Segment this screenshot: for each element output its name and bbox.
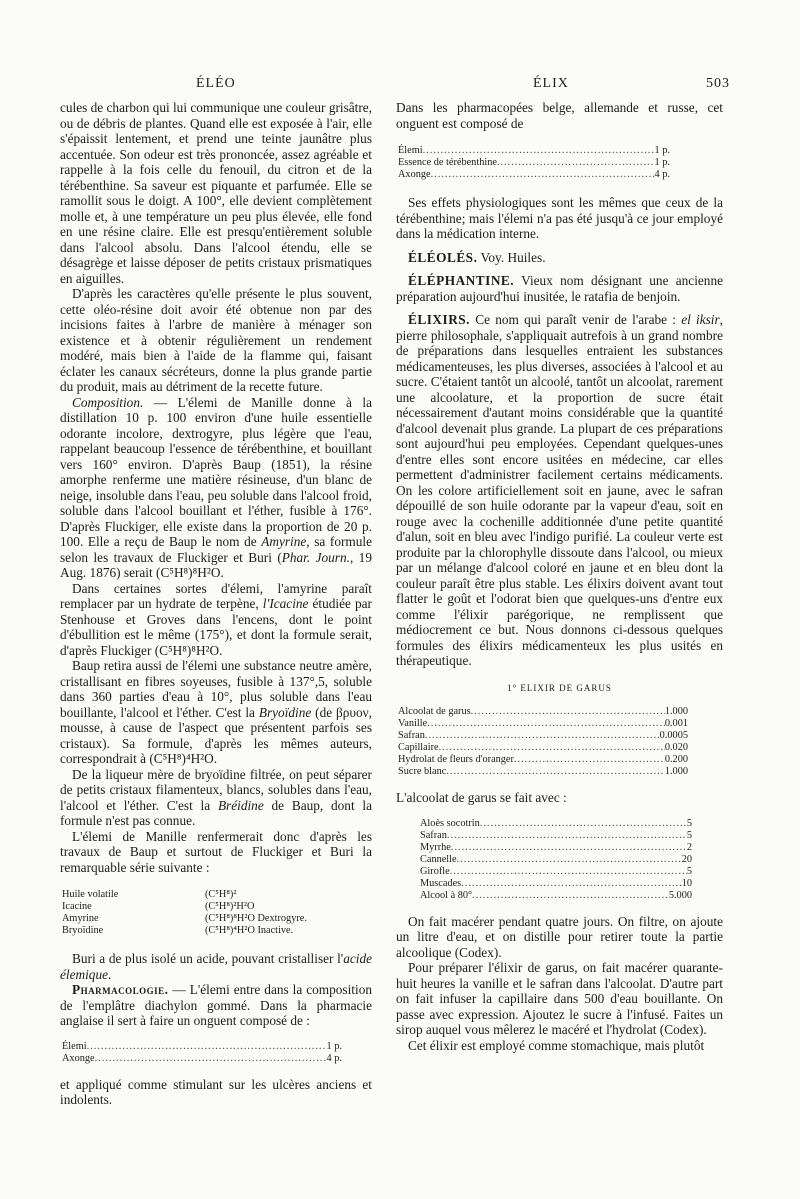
ingredient-qty: 0.200 — [664, 754, 688, 765]
paragraph-serie: L'élemi de Manille renfermerait donc d'après les travaux de Baup et surtout de Fluckiger et Buri la remarquable série suivante : — [60, 828, 372, 875]
onguent-row — [62, 1053, 342, 1065]
icacine-term: l'Icacine — [262, 596, 309, 611]
paragraph-stimulant: et appliqué comme stimulant sur les ulcères anciens et indolents. — [60, 1076, 372, 1107]
ingredient-name: Vanille — [398, 718, 428, 729]
acide-text-a: Buri a de plus isolé un acide, pouvant cristalliser l' — [72, 951, 344, 966]
formula-table — [62, 889, 372, 937]
paragraph-stomachique: Cet élixir est employé comme stomachique, mais plutôt — [408, 1037, 705, 1053]
formula-value: (C⁵H⁸)²H²O — [205, 901, 255, 912]
paragraph-pharmacologie — [60, 982, 372, 1029]
alcoolat-intro: L'alcoolat de garus se fait avec : — [396, 790, 567, 805]
ingredient-qty: 5.000 — [668, 889, 692, 901]
composition-text-b: , sa formule selon les travaux de Fluckiger et Buri ( — [60, 534, 372, 565]
bryoidine-text-b: (de βρυον, mousse, à cause de l'aspect que présentent parfois ses cristaux). Sa formule, d'après les mêmes auteurs, correspondrait à (C⁵H⁸)⁴H²O. — [60, 704, 372, 766]
ingredient-name: Aloès socotrin — [420, 817, 480, 829]
onguent-table-left — [62, 1041, 342, 1065]
journal-ref: Phar. Journ. — [281, 549, 350, 565]
formula-row — [62, 901, 372, 913]
onguent-row — [398, 157, 670, 169]
ingredient-qty: 0.020 — [664, 742, 688, 753]
ingredient-qty: 1.000 — [664, 766, 688, 777]
ingredient-name: Hydrolat de fleurs d'oranger — [398, 754, 514, 765]
ingredient-name: Girofle — [420, 865, 450, 877]
onguent-table-right — [398, 145, 670, 181]
alcoolat-table — [420, 818, 692, 902]
paragraph-continued: cules de charbon qui lui communique une couleur grisâtre, ou de débris de plantes. Quand elle est exposée à l'air, elle s'épaissit lentement, et prend une teinte jaunâtre plus accentuée. Son odeur est très prononcée, assez agréable et rappelle à la fois celle du fenouil, du citron et de la térébenthine. Sa saveur est piquante et parfumée. Elle se ramollit sous le doigt. A 100°, elle devient complètement molle et, à une température un peu plus élevée, elle fond en une résine claire. Elle est presqu'entièrement soluble dans l'alcool absolu. Dans l'alcool étendu, elle se désagrège et laisse déposer de petits cristaux prismatiques en aiguilles. — [60, 100, 373, 286]
ingredient-name: Élemi — [398, 145, 423, 156]
paragraph-composition — [60, 395, 372, 581]
ingredient-name: Sucre blanc — [398, 766, 447, 777]
formula-name: Icacine — [62, 901, 92, 912]
alcoolat-row — [420, 818, 692, 830]
ingredient-qty: 0.001 — [664, 718, 688, 729]
running-header — [0, 76, 800, 96]
ingredient-name: Axonge — [62, 1052, 95, 1064]
pharmacologie-heading: Pharmacologie. — [72, 982, 169, 997]
header-left-word: ÉLÉO — [196, 76, 236, 91]
ingredient-name: Essence de térébenthine — [398, 157, 497, 168]
composition-text: — L'élemi de Manille donne à la distillation 10 p. 100 environ d'une huile essentielle odorante incolore, dextrogyre, plus légère que l'eau, rappelant beaucoup l'essence de térébenthine, et bouillant vers 160° environ. D'après Baup (1851), la résine amorphe renferme une matière résineuse, d'un blanc de neige, insoluble dans l'eau, peu soluble dans l'alcool froid, soluble dans l'alcool bouillant et l'éther, fusible à 176°. D'après Fluckiger, elle existe dans la proportion de 20 p. 100. Elle a reçu de Baup le nom de — [60, 394, 372, 549]
garus-row — [398, 754, 688, 766]
elephantine-heading: ÉLÉPHANTINE. — [408, 273, 515, 288]
ingredient-qty: 20 — [681, 853, 692, 865]
acide-text-b: . — [108, 966, 112, 982]
pharmacologie-text: — L'élemi entre dans la composition de l'emplâtre diachylon gommé. Dans la pharmacie anglaise il sert à faire un onguent composé de : — [60, 982, 372, 1028]
ingredient-name: Myrrhe — [420, 841, 451, 853]
alcoolat-row — [420, 842, 692, 854]
alcoolat-row — [420, 878, 692, 890]
garus-row — [398, 730, 688, 742]
ingredient-qty: 1 p. — [326, 1040, 342, 1052]
ingredient-qty: 10 — [681, 877, 692, 889]
formula-name: Huile volatile — [62, 889, 119, 900]
formula-row — [62, 913, 372, 925]
icacine-text-b: étudiée par Stenhouse et Groves dans l'encens, dont le point d'ébullition est le même (175°), et dont la formule serait, d'après Fluckiger (C⁵H⁸)⁸H²O. — [60, 596, 372, 658]
acide-term: acide élemique — [60, 951, 372, 982]
ingredient-qty: 1.000 — [664, 706, 688, 717]
garus-table — [398, 706, 688, 778]
onguent-row — [398, 145, 670, 157]
elixirs-text-a: Ce nom qui paraît venir de l'arabe : — [470, 312, 682, 327]
ingredient-name: Muscades — [420, 877, 462, 889]
eleoles-text: Voy. Huiles. — [477, 249, 546, 265]
entry-elixirs — [396, 312, 723, 669]
onguent-row — [398, 169, 670, 181]
elixirs-heading: ÉLIXIRS. — [408, 312, 471, 327]
paragraph-pharmacopees: Dans les pharmacopées belge, allemande et russe, cet onguent est composé de — [396, 100, 723, 131]
ingredient-qty: 0.0005 — [659, 730, 688, 741]
ingredient-qty: 5 — [686, 817, 692, 829]
formula-value: (C⁵H⁸)⁸H²O Dextrogyre. — [205, 913, 307, 924]
composition-text-c: , 19 Aug. 1876) serait (C⁵H⁸)⁸H²O. — [60, 549, 372, 580]
bryoidine-text-a: Baup retira aussi de l'élemi une substance neutre amère, cristallisant en fibres soyeuses, fusible à 137°,5, soluble dans 360 parties d'eau à 10°, plus soluble dans l'eau bouillante, l'alcool et l'éther. C'est la — [60, 658, 372, 720]
garus-row — [398, 742, 688, 754]
ingredient-qty: 1 p. — [654, 145, 670, 156]
breidine-text-b: de Baup, dont la formule n'est pas connue. — [60, 797, 373, 828]
garus-title: 1° ELIXIR DE GARUS — [507, 682, 612, 693]
paragraph-preparation: Pour préparer l'élixir de garus, on fait macérer quarante-huit heures la vanille et le safran dans l'alcoolat. D'autre part on fait infuser la capillaire dans 500 d'eau bouillante. On passe avec expression. Ajoutez le sucre à l'infusé. Faites un sirop auquel vous mêlerez le macéré et l'hydrolat (Codex). — [396, 960, 723, 1037]
eleoles-heading: ÉLÉOLÉS. — [408, 249, 478, 265]
amyrine-term: Amyrine — [261, 534, 307, 549]
composition-heading: Composition. — [72, 394, 144, 410]
formula-value: (C⁵H⁸)⁴H²O Inactive. — [205, 925, 294, 936]
ingredient-name: Cannelle — [420, 853, 457, 865]
header-center-word: ÉLIX — [533, 76, 569, 91]
paragraph-incisions: D'après les caractères qu'elle présente le plus souvent, cette oléo-résine doit avoir été obtenue non par des incisions faites à l'arbre de manière à ménager son existence et à obtenir régulièrement un rendement modéré, mais bien à l'aide de la flamme qui, faisant éclater les canaux sécréteurs, donne la plus grande partie du produit, mais au détriment de la recette future. — [60, 286, 372, 394]
paragraph-effets: Ses effets physiologiques sont les mêmes que ceux de la térébenthine; mais l'élemi n'a pas été jusqu'à ce jour employé dans la médication interne. — [396, 195, 723, 241]
paragraph-breidine — [60, 767, 372, 829]
formula-value: (C⁵H⁸)² — [205, 889, 237, 900]
paragraph-bryoidine — [60, 658, 372, 767]
ingredient-name: Alcool à 80° — [420, 889, 473, 901]
garus-row — [398, 706, 688, 718]
formula-row — [62, 925, 372, 937]
ingredient-qty: 4 p. — [326, 1052, 342, 1064]
alcoolat-row — [420, 866, 692, 878]
ingredient-qty: 4 p. — [654, 169, 670, 180]
icacine-text-a: Dans certaines sortes d'élemi, l'amyrine paraît remplacer par un hydrate de terpène, — [60, 580, 372, 611]
alcoolat-row — [420, 890, 692, 902]
elephantine-text: Vieux nom désignant une ancienne préparation aujourd'hui inusitée, le ratafia de benjoin. — [396, 273, 723, 304]
ingredient-name: Élemi — [62, 1040, 87, 1052]
ingredient-qty: 2 — [686, 841, 692, 853]
formula-name: Bryoïdine — [62, 925, 104, 936]
formula-row — [62, 889, 372, 901]
ingredient-qty: 5 — [686, 829, 692, 841]
entry-elephantine — [396, 273, 723, 304]
elixirs-text-b: , pierre philosophale, s'appliquait autrefois à un grand nombre de préparations dans lesquelles entraient les substances médicamenteuses, les plus diverses, associées à l'alcool et au sucre. C'étaient tantôt un alcoolé, tantôt un alcoolat, rarement une alcoolature, et la proportion de sucre était nécessairement d'autant moins considérable que la quantité d'alcool devenait plus grande. La plupart de ces préparations sont aujourd'hui peu employées. Cependant quelques-unes d'entre elles sont encore usitées en médecine, car elles permettent d'administrer facilement certains médicaments. On les colore artificiellement soit en jaune, avec le safran dépouillé de son huile odorante par la vapeur d'eau, soit en rouge avec la cochenille additionnée d'une petite quantité d'alun, soit en bleu avec l'indigo purifié. La couleur verte est produite par la chlorophylle dissoute dans l'alcool, ou mieux par un mélange d'alcool coloré en jaune et en bleu dont la couleur paraît être plus stable. Les élixirs doivent avant tout flatter le goût et l'odorat bien que quelques-uns d'entre eux comme l'élixir parégorique, ne remplissent que médiocrement ce but. Nous donnons ci-dessous quelques formules des élixirs médicamenteux les plus usités en thérapeutique. — [396, 312, 723, 668]
garus-row — [398, 718, 688, 730]
left-column — [60, 100, 372, 1108]
ingredient-name: Alcoolat de garus — [398, 706, 471, 717]
paragraph-icacine — [60, 581, 372, 659]
ingredient-name: Axonge — [398, 169, 431, 180]
onguent-row — [62, 1041, 342, 1053]
garus-row — [398, 766, 688, 778]
paragraph-acide — [60, 951, 372, 982]
page-number: 503 — [706, 76, 730, 91]
breidine-term: Bréidine — [217, 797, 264, 813]
bryoidine-term: Bryoïdine — [258, 704, 312, 720]
paragraph-maceration: On fait macérer pendant quatre jours. On filtre, on ajoute un litre d'eau, et on distille pour retirer toute la partie alcoolique (Codex). — [396, 913, 723, 960]
formula-name: Amyrine — [62, 913, 99, 924]
ingredient-name: Capillaire — [398, 742, 439, 753]
ingredient-qty: 1 p. — [654, 157, 670, 168]
ingredient-qty: 5 — [686, 865, 692, 877]
alcoolat-row — [420, 830, 692, 842]
breidine-text-a: De la liqueur mère de bryoïdine filtrée, on peut séparer de petits cristaux filamenteux, blancs, solubles dans l'eau, l'alcool et l'éther. C'est la — [60, 766, 372, 813]
alcoolat-row — [420, 854, 692, 866]
ingredient-name: Safran — [420, 829, 447, 841]
entry-eleoles — [396, 250, 723, 266]
ingredient-name: Safran — [398, 730, 425, 741]
el-iksir-term: el iksir — [681, 312, 720, 327]
right-column — [396, 100, 723, 1053]
